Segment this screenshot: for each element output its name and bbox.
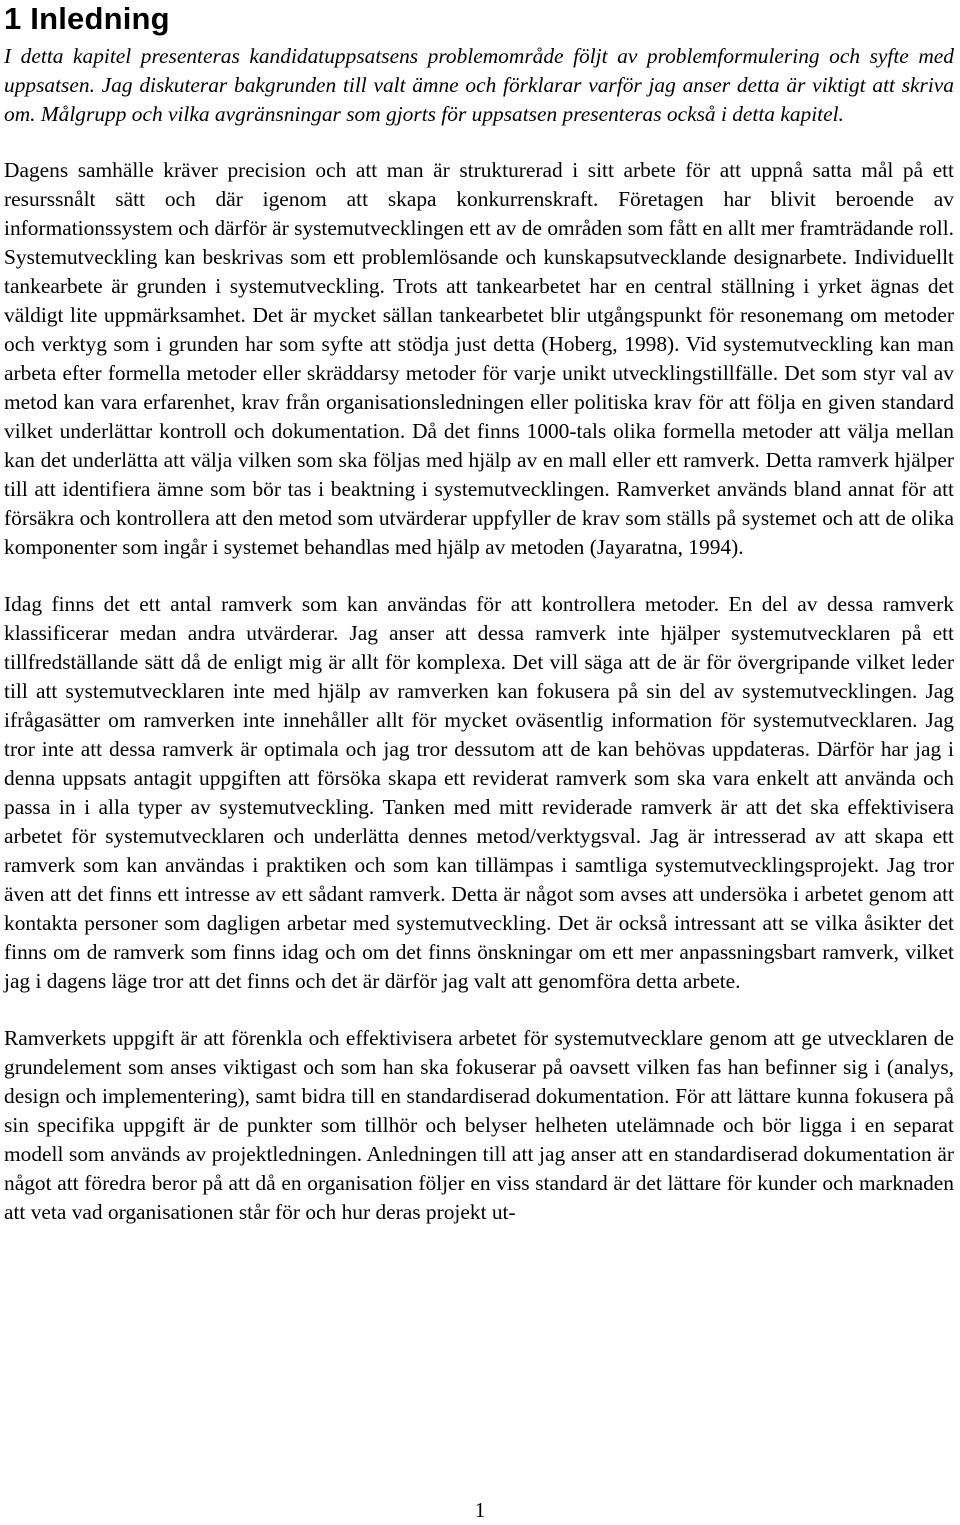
body-paragraph-3: Ramverkets uppgift är att förenkla och effektivisera arbetet för systemutvecklare genom att ge utvecklaren de grundelement som anses viktigast och som han ska fokuserar på oavsett vilken fas han befinner sig i (analys, design och implementering), samt bidra till en standardiserad dokumentation. För att lättare kunna fokusera på sin specifika uppgift är de punkter som tillhör och belyser helheten utelämnade och bör ligga i en separat modell som används av projektledningen. Anledningen till att jag anser att en standardiserad dokumentation är något att föredra beror på att då en organisation följer en viss standard är det lättare för kunder och marknaden att veta vad organisationen står för och hur deras projekt ut- — [4, 1026, 954, 1224]
page-number: 1 — [474, 1498, 486, 1522]
body-paragraph-2: Idag finns det ett antal ramverk som kan användas för att kontrollera metoder. En del av dessa ramverk klassificerar medan andra utvärderar. Jag anser att dessa ramverk inte hjälper systemutvecklaren på ett tillfredställande sätt då de enligt mig är allt för komplexa. Det vill säga att de är för övergripande vilket leder till att systemutvecklaren inte med hjälp av ramverken kan fokusera på sin del av systemutvecklingen. Jag ifrågasätter om ramverken inte innehåller allt för mycket oväsentlig information för systemutvecklaren. Jag tror inte att dessa ramverk är optimala och jag tror dessutom att de kan behövas uppdateras. Därför har jag i denna uppsats antagit uppgiften att försöka skapa ett reviderat ramverk som ska vara enkelt att använda och passa in i alla typer av systemutveckling. Tanken med mitt reviderade ramverk är att det ska effektivisera arbetet för systemutvecklaren och underlätta dennes metod/verktygsval. Jag är intresserad av att skapa ett ramverk som kan användas i praktiken och som kan tillämpas i samtliga systemutvecklingsprojekt. Jag tror även att det finns ett intresse av ett sådant ramverk. Detta är något som avses att undersöka i arbetet genom att kontakta personer som dagligen arbetar med systemutveckling. Det är också intressant att se vilka åsikter det finns om de ramverk som finns idag och om det finns önskningar om ett mer anpassningsbart ramverk, vilket jag i dagens läge tror att det finns och det är därför jag valt att genomföra detta arbete. — [4, 592, 954, 993]
chapter-intro: I detta kapitel presenteras kandidatuppsatsens problemområde följt av problemformulering och syfte med uppsatsen. Jag diskuterar bakgrunden till valt ämne och förklarar varför jag anser detta är viktigt att skriva om. Målgrupp och vilka avgränsningar som gjorts för uppsatsen presenteras också i detta kapitel. — [4, 44, 954, 126]
body-paragraph-1: Dagens samhälle kräver precision och att man är strukturerad i sitt arbete för att uppnå satta mål på ett resurssnålt sätt och där igenom att skapa konkurrenskraft. Företagen har blivit beroende av informationssystem och därför är systemutvecklingen ett av de områden som fått en allt mer framträdande roll. Systemutveckling kan beskrivas som ett problemlösande och kunskapsutvecklande designarbete. Individuellt tankearbete är grunden i systemutveckling. Trots att tankearbetet har en central ställning i yrket ägnas det väldigt lite uppmärksamhet. Det är mycket sällan tankearbetet blir utgångspunkt för resonemang om metoder och verktyg som i grunden har som syfte att stödja just detta (Hoberg, 1998). Vid systemutveckling kan man arbeta efter formella metoder eller skräddarsy metoder för varje unikt utvecklingstillfälle. Det som styr val av metod kan vara erfarenhet, krav från organisationsledningen eller politiska krav för att följa en given standard vilket underlättar kontroll och dokumentation. Då det finns 1000-tals olika formella metoder att välja mellan kan det underlätta att välja vilken som ska följas med hjälp av en mall eller ett ramverk. Detta ramverk hjälper till att identifiera ämne som bör tas i beaktning i systemutvecklingen. Ramverket används bland annat för att försäkra och kontrollera att den metod som utvärderar uppfyller de krav som ställs på systemet och att de olika komponenter som ingår i systemet behandlas med hjälp av metoden (Jayaratna, 1994). — [4, 158, 954, 559]
document-page — [4, 0, 954, 1525]
chapter-heading: 1 Inledning — [4, 1, 170, 36]
